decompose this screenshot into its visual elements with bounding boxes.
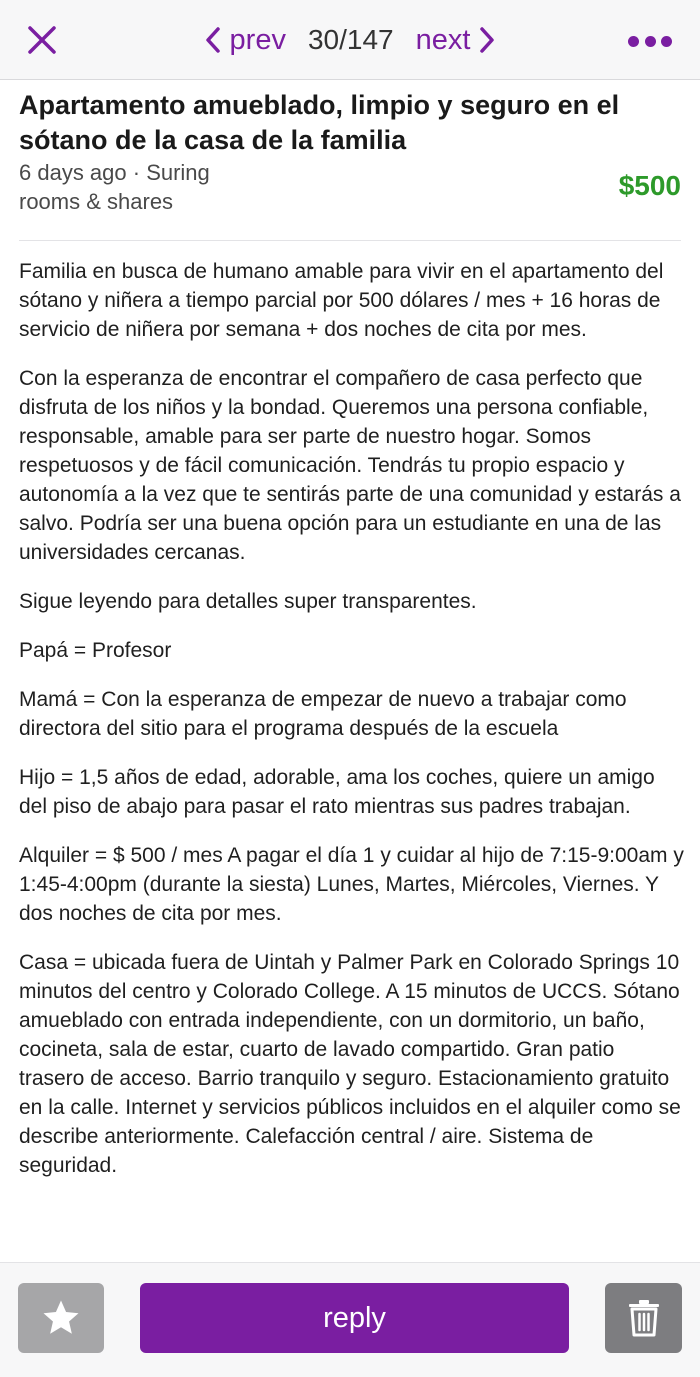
next-button[interactable] — [416, 24, 497, 57]
more-dots-icon — [661, 36, 672, 47]
more-dots-icon — [645, 36, 656, 47]
listing-price: $500 — [618, 170, 681, 201]
reply-button[interactable]: reply — [140, 1283, 569, 1353]
posted-info: 6 days ago · Suring — [19, 160, 210, 185]
listing-meta — [19, 158, 519, 216]
listing-counter: 30/147 — [307, 24, 394, 55]
listing-category: rooms & shares — [19, 189, 174, 214]
chevron-left-icon — [204, 26, 222, 54]
body-paragraph: Mamá = Con la esperanza de empezar de nuevo a trabajar como directora del sitio para el programa después de la escuela — [19, 688, 627, 740]
body-paragraph: Papá = Profesor — [19, 639, 172, 662]
listing-body — [19, 257, 684, 1200]
prev-button[interactable] — [204, 24, 286, 57]
star-icon — [40, 1297, 82, 1339]
more-dots-icon — [628, 36, 639, 47]
bottom-action-bar — [0, 1262, 700, 1377]
more-options-button[interactable] — [628, 34, 672, 48]
chevron-right-icon — [478, 26, 496, 54]
body-paragraph: Casa = ubicada fuera de Uintah y Palmer Park en Colorado Springs 10 minutos del centro y Colorado College. A 15 minutos de UCCS. Sótano amueblado con entrada independiente, con un dormitorio, un baño, cocineta, sala de estar, cuarto de lavado compartido. Gran patio trasero de acceso. Barrio tranquilo y seguro. Estacionamiento gratuito en la calle. Internet y servicios públicos incluidos en el alquiler como se describe anteriormente. Calefacción central / aire. Sistema de seguridad. — [19, 951, 681, 1177]
prev-label: prev — [229, 23, 286, 56]
body-paragraph: Familia en busca de humano amable para vivir en el apartamento del sótano y niñera a tiempo parcial por 500 dólares / mes + 16 horas de servicio de niñera por semana + dos noches de cita por mes. — [19, 260, 664, 341]
listing-title: Apartamento amueblado, limpio y seguro en el sótano de la casa de la familia — [19, 90, 620, 155]
body-paragraph: Alquiler = $ 500 / mes A pagar el día 1 y cuidar al hijo de 7:15-9:00am y 1:45-4:00pm (durante la siesta) Lunes, Martes, Miércoles, Viernes. Y dos noches de cita por mes. — [19, 844, 684, 925]
body-paragraph: Con la esperanza de encontrar el compañero de casa perfecto que disfruta de los niños y la bondad. Queremos una persona confiable, responsable, amable para ser parte de nuestro hogar. Somos respetuosos y de fácil comunicación. Tendrás tu propio espacio y autonomía a la vez que te sentirás parte de una comunidad y estarás a salvo. Podría ser una buena opción para un estudiante en una de las universidades cercanas. — [19, 367, 681, 564]
body-paragraph: Hijo = 1,5 años de edad, adorable, ama los coches, quiere un amigo del piso de abajo para pasar el rato mientras sus padres trabajan. — [19, 766, 655, 818]
next-label: next — [415, 23, 471, 56]
trash-icon — [627, 1299, 661, 1337]
favorite-button[interactable] — [18, 1283, 104, 1353]
header-divider — [19, 240, 681, 241]
pager — [0, 0, 700, 80]
body-paragraph: Sigue leyendo para detalles super transparentes. — [19, 590, 477, 613]
delete-button[interactable] — [605, 1283, 682, 1353]
top-nav-bar — [0, 0, 700, 80]
